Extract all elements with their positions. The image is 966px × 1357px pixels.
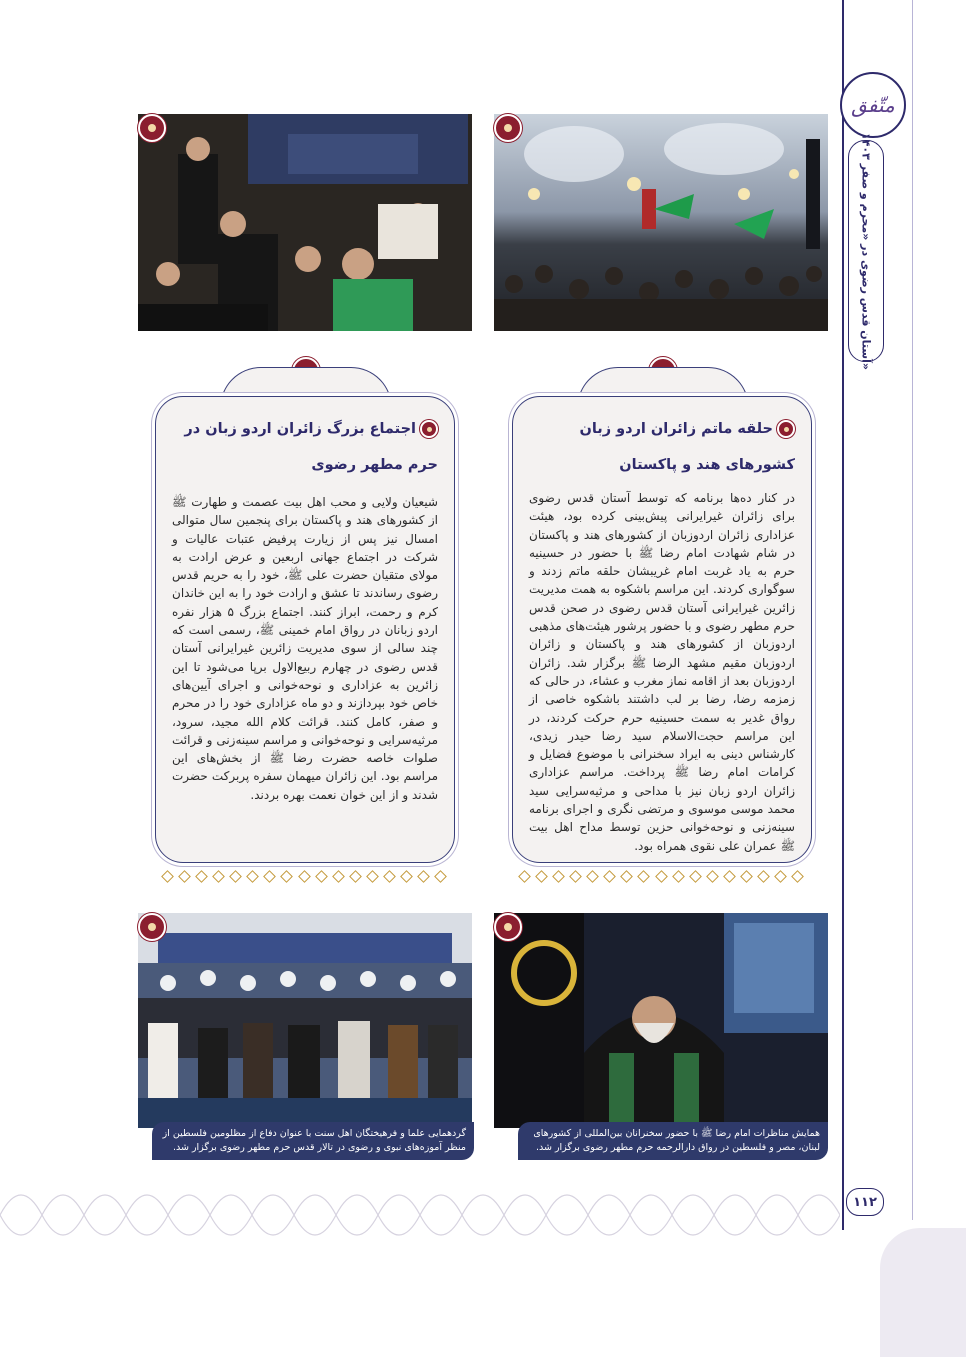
side-border-line-outer	[912, 0, 913, 1220]
flower-bullet-icon	[420, 420, 438, 438]
magazine-logo	[840, 72, 906, 138]
photo-caption: همایش مناظرات امام رضا ﷺ با حضور سخنرانان بین‌المللی از کشورهای لبنان، مصر و فلسطین در رواق دارالرحمه حرم مطهر رضوی برگزار شد.	[518, 1122, 828, 1160]
photo-caption: گردهمایی علما و فرهیختگان اهل سنت با عنوان دفاع از مظلومین فلسطین از منظر آموزه‌های نبوی و رضوی در تالار قدس حرم مطهر رضوی برگزار شد.	[152, 1122, 474, 1160]
page-number: ۱۱۲	[846, 1188, 884, 1216]
flower-ornament	[494, 913, 522, 941]
photo-mourners	[138, 114, 472, 331]
article-body: شیعیان ولایی و محب اهل بیت عصمت و طهارت ﷺ از کشورهای هند و پاکستان برای پنجمین سال متوالی امسال نیز پس از زیارت پرفیض عتبات عالیات و شرکت در اجتماع جهانی اربعین و عرض ارادت به مولای متقیان حضرت علی ﷺ، خود را به حریم قدس رضوی رساندند تا عشق و ارادت خود را به این خاندان کرم و رحمت، ابراز کنند. اجتماع بزرگ ۵ هزار نفره اردو زبانان در رواق امام خمینی ﷺ، رسمی است که چند سالی از سوی مدیریت زائرین غیرایرانی آستان قدس رضوی در چهارم ربیع‌الاول برپا می‌شود تا این زائرین به عزاداری و نوحه‌خوانی و اجرای آیین‌های خاص خود بپردازند و دو ماه عزاداری خود را در محرم و صفر، کامل کنند. قرائت کلام الله مجید، سرود، مرثیه‌سرایی و نوحه‌خوانی و مراسم سینه‌زنی و قرائت صلوات خاصه حضرت رضا ﷺ از بخش‌های این مراسم بود. این زائران میهمان سفره پربرکت حضرت شدند و از این خوان نعمت بهره بردند.	[172, 495, 438, 802]
corner-tab	[880, 1228, 966, 1357]
article-box-right	[512, 396, 812, 863]
running-header	[848, 132, 884, 370]
article-body: در کنار ده‌ها برنامه که توسط آستان قدس رضوی برای زائران غیرایرانی پیش‌بینی کرده بود، هیئت عزاداری زائران اردوزبان از کشورهای هند و پاکستان در شام شهادت امام رضا ﷺ با حضور در حسینیه حرم به یاد غربت امام غریبشان حلقه ماتم زدند و سوگواری کردند. این مراسم باشکوه به همت مدیریت زائرین غیرایرانی آستان قدس رضوی در صحن قدس حرم مطهر رضوی و با حضور پرشور هیئت‌های مذهبی اردوزبان از کشورهای هند و پاکستان و زائران اردوزبان مقیم مشهد الرضا ﷺ برگزار شد. زائران اردوزبان بعد از اقامه نماز مغرب و عشاء، در حالی که زمزمه رضا، رضا بر لب داشتند باشکوه خاصی از رواق غدیر به سمت حسینیه حرم حرکت کردند، در این مراسم حجت‌الاسلام سید رضا حیدر زیدی، کارشناس دینی به ایراد سخنرانی با موضوع فضایل و کرامات امام رضا ﷺ پرداخت. مراسم عزاداری زائران اردو زبان نیز با مداحی و مرثیه‌سرایی سید محمد موسی موسوی و مرتضی نگری و اجرای برنامه سینه‌زنی و نوحه‌خوانی حزین توسط مداح اهل بیت ﷺ عمران علی نقوی همراه بود.	[529, 491, 795, 853]
flower-ornament	[138, 114, 166, 142]
flower-ornament	[138, 913, 166, 941]
article-title: حلقه ماتم زائران اردو زبان کشورهای هند و پاکستان	[579, 421, 795, 473]
photo-scholars-gathering	[138, 913, 472, 1128]
article-box-left	[155, 396, 455, 863]
flower-ornament	[494, 114, 522, 142]
running-header-text: آستان قدس رضوی در «محرم و صفر ۱۴۰۳»	[859, 132, 873, 370]
side-border-line	[842, 0, 844, 1230]
photo-shrine-crowd	[494, 114, 828, 331]
ornament-divider	[163, 870, 445, 882]
photo-speaker	[494, 913, 828, 1128]
logo-text: متّفق	[851, 93, 895, 117]
decorative-arch-pattern	[0, 1175, 840, 1255]
ornament-divider	[520, 870, 802, 882]
article-title: اجتماع بزرگ زائران اردو زبان در حرم مطهر رضوی	[184, 421, 438, 473]
flower-bullet-icon	[777, 420, 795, 438]
